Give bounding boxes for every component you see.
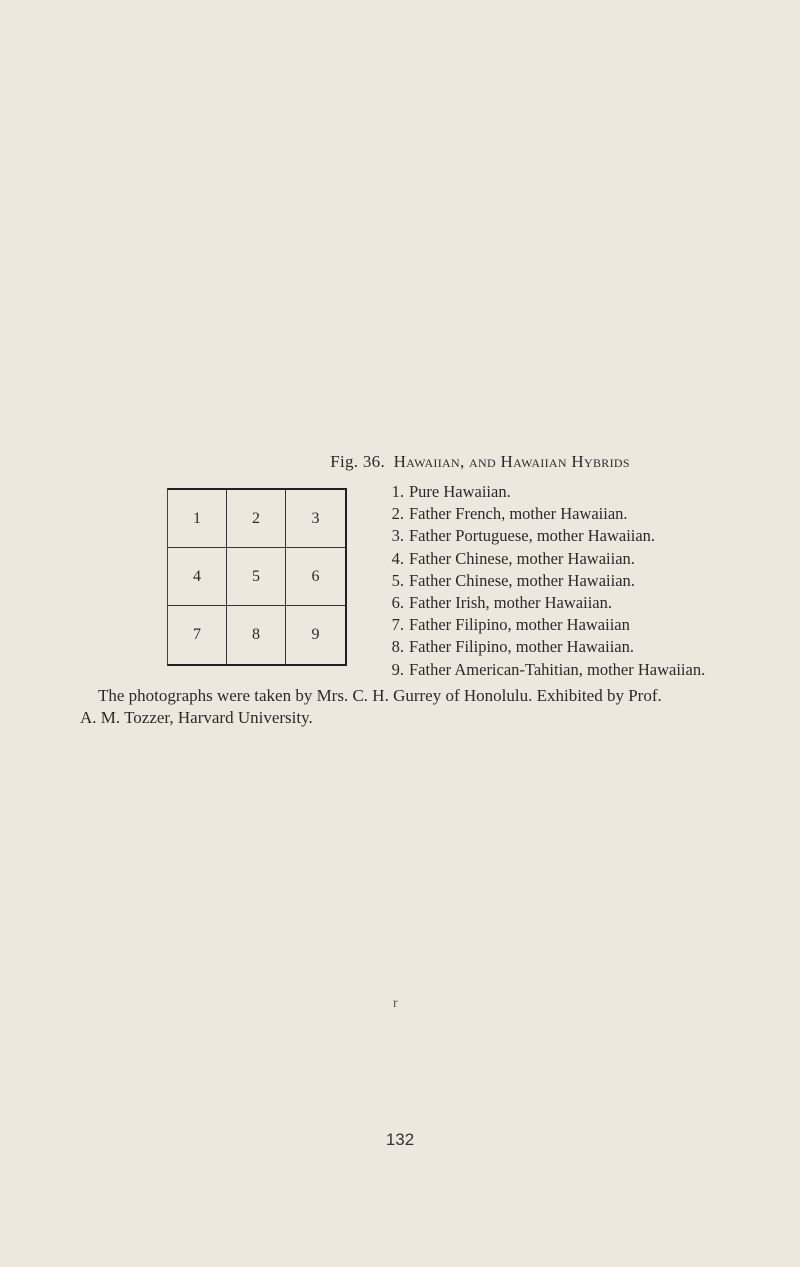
page-number: 132 — [385, 1130, 415, 1149]
plate-cell: 8 — [227, 606, 286, 664]
plate-cell: 3 — [286, 490, 345, 548]
credit-line-2: A. M. Tozzer, Harvard University. — [80, 708, 313, 727]
legend-item — [382, 503, 705, 525]
legend-number: 4. — [391, 548, 404, 568]
legend-number: 8. — [391, 637, 404, 657]
plate-key-grid — [167, 488, 347, 666]
legend-text: Father Chinese, mother Hawaiian. — [409, 570, 635, 590]
stray-mark: r — [393, 996, 398, 1011]
plate-cell: 5 — [227, 548, 286, 606]
legend-item — [382, 525, 705, 547]
legend-item — [382, 614, 705, 636]
figure-title: Hawaiian, and Hawaiian Hybrids — [393, 452, 630, 471]
legend-item — [382, 636, 705, 658]
legend-number: 3. — [391, 526, 404, 546]
legend-item — [382, 481, 705, 503]
legend-text: Father Filipino, mother Hawaiian. — [409, 637, 634, 657]
figure-label: Fig. 36. — [330, 452, 386, 471]
legend-text: Father French, mother Hawaiian. — [409, 504, 628, 524]
legend-item — [382, 659, 705, 681]
legend-text: Father American-Tahitian, mother Hawaiian. — [409, 659, 706, 679]
legend-number: 6. — [391, 593, 404, 613]
figure-legend — [382, 481, 705, 681]
legend-number: 7. — [391, 615, 404, 635]
photo-credit — [80, 685, 800, 729]
plate-cell: 2 — [227, 490, 286, 548]
legend-number: 9. — [391, 659, 404, 679]
legend-text: Father Irish, mother Hawaiian. — [409, 593, 612, 613]
legend-item — [382, 548, 705, 570]
credit-line-1: The photographs were taken by Mrs. C. H. Gurrey of Honolulu. Exhibited by Prof. — [98, 686, 662, 705]
plate-cell: 1 — [168, 490, 227, 548]
legend-text: Father Portuguese, mother Hawaiian. — [409, 526, 656, 546]
plate-cell: 6 — [286, 548, 345, 606]
figure-caption — [0, 452, 800, 472]
legend-item — [382, 592, 705, 614]
legend-number: 2. — [391, 504, 404, 524]
legend-item — [382, 570, 705, 592]
legend-text: Father Chinese, mother Hawaiian. — [409, 548, 635, 568]
plate-cell: 9 — [311, 626, 320, 643]
legend-number: 5. — [391, 570, 404, 590]
legend-number: 1. — [391, 482, 404, 501]
plate-cell: 4 — [168, 548, 227, 606]
plate-cell: 7 — [168, 606, 227, 664]
legend-text: Father Filipino, mother Hawaiian — [409, 615, 630, 635]
legend-text: Pure Hawaiian. — [409, 482, 511, 501]
